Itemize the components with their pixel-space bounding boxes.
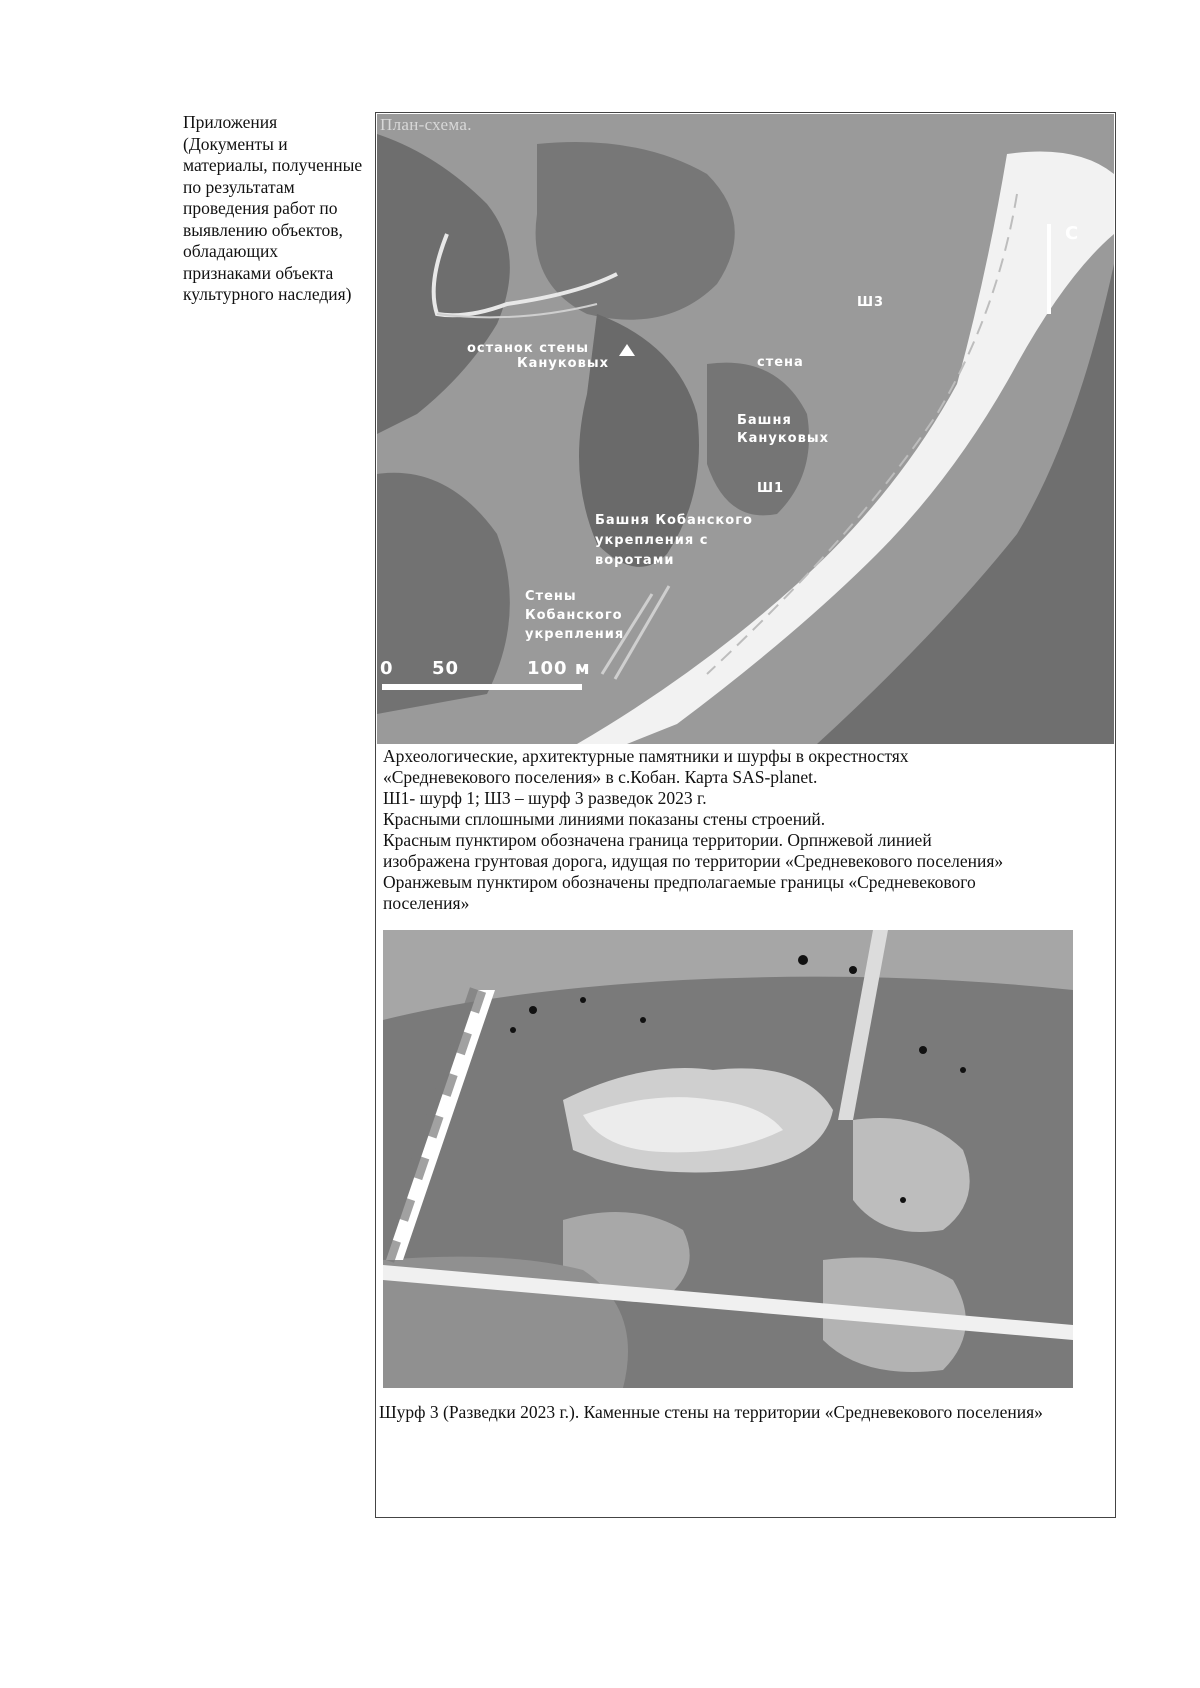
north-label: С: [1065, 223, 1080, 244]
caption-line: «Средневекового поселения» в с.Кобан. Карта SAS-planet.: [383, 767, 818, 787]
caption-line: Ш1- шурф 1; Ш3 – шурф 3 разведок 2023 г.: [383, 788, 707, 808]
photo-caption: Шурф 3 (Разведки 2023 г.). Каменные стены на территории «Средневекового поселения»: [379, 1402, 1043, 1422]
caption-line: Красным пунктиром обозначена граница территории. Орпнжевой линией: [383, 830, 932, 850]
excavation-photo: [383, 930, 1073, 1388]
label-koban-tower-2: укрепления с: [595, 533, 709, 548]
label-koban-walls: Стены: [525, 589, 577, 604]
label-tower: Башня: [737, 413, 792, 428]
label-koban-walls-3: укрепления: [525, 627, 625, 642]
scale-50: 50: [432, 658, 460, 679]
appendix-caption: Приложения (Документы и материалы, полученные по результатам проведения работ по выявлению объектов, обладающих признаками объекта культурного наследия): [183, 112, 363, 304]
label-wall-remains-owner: Кануковых: [517, 356, 609, 371]
label-koban-tower-3: воротами: [595, 553, 675, 568]
label-koban-walls-2: Кобанского: [525, 608, 623, 623]
label-wall: стена: [757, 355, 804, 370]
label-wall-remains: останок стены: [467, 341, 590, 356]
scale-zero: 0: [380, 658, 394, 679]
scale-bar: [382, 684, 582, 690]
scale-100: 100 м: [527, 658, 591, 679]
label-sh3: Ш3: [857, 295, 885, 310]
label-sh1: Ш1: [757, 481, 785, 496]
site-plan-map: [377, 114, 1114, 744]
caption-line: Оранжевым пунктиром обозначены предполагаемые границы «Средневекового: [383, 872, 976, 892]
caption-line: Археологические, архитектурные памятники и шурфы в окрестностях: [383, 746, 909, 766]
plan-title: План-схема.: [380, 115, 472, 134]
map-caption: [383, 746, 1108, 914]
caption-line: поселения»: [383, 893, 470, 913]
caption-line: изображена грунтовая дорога, идущая по территории «Средневекового поселения»: [383, 851, 1004, 871]
label-tower-owner: Кануковых: [737, 431, 829, 446]
label-koban-tower: Башня Кобанского: [595, 513, 753, 528]
caption-line: Красными сплошными линиями показаны стены строений.: [383, 809, 826, 829]
